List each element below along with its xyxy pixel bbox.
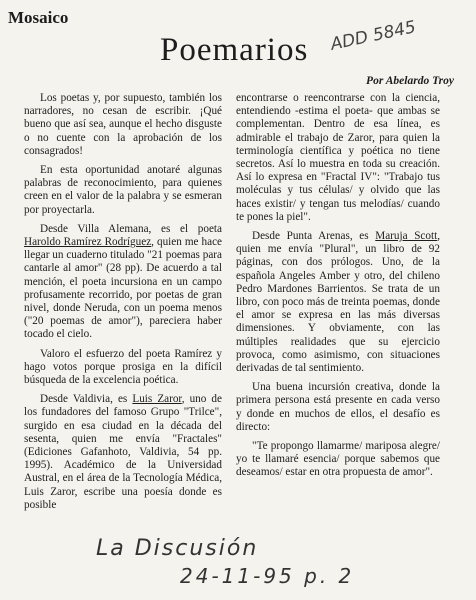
article-column-right (236, 92, 440, 486)
paragraph (236, 230, 440, 375)
text-run: Desde Valdivia, es (40, 393, 133, 406)
text-run: , quien me envía "Plural", un libro de 92 páginas, con dos prólogos. Uno, de la española Angeles Amber y otro, del chileno Pedro Mardones Barrientos. Se trata de un libro, con poco más de treinta poemas, donde el amor se expresa en las más diversas dimensiones. Y obviamente, con las múltiples realidades que su ejercicio provoca, como asimismo, con situaciones derivadas de tal sentimiento. (236, 230, 441, 375)
author-byline: Por Abelardo Troy (366, 75, 454, 87)
underlined-name: Maruja Scott (375, 230, 438, 243)
text-run: Desde Villa Alemana, es el poeta (40, 222, 222, 235)
paragraph: Valoro el esfuerzo del poeta Ramírez y hago votos porque prosiga en la difícil búsqueda de la excelencia poética. (24, 347, 222, 387)
section-label: Mosaico (8, 8, 69, 27)
underlined-name: Haroldo Ramírez Rodríguez (24, 236, 152, 249)
handwritten-reference-note: ADD 5845 (328, 17, 418, 55)
paragraph: "Te propongo llamarme/ mariposa alegre/ yo te llamaré esencia/ porque sabemos que deseamos/ estar en otra propuesta de amor". (236, 440, 440, 479)
handwritten-source: La Discusión (96, 536, 259, 561)
paragraph: Una buena incursión creativa, donde la primera persona está presente en cada verso y donde en muchos de ellos, el desafío es directo: (236, 381, 440, 433)
text-run: , quien me hace llegar un cuaderno titulado "21 poemas para cantarle al amor" (28 pp). De acuerdo a tal mención, el poeta incursiona en un campo profusamente recorrido, por poetas de gran nivel, donde Neruda, con un poema menos ("20 poemas de amor"), pareciera haber tocado el cielo. (24, 236, 223, 341)
paragraph: Los poetas y, por supuesto, también los narradores, no cesan de escribir. ¡Qué bueno que así sea, aunque el hecho disguste o no cuente con la aprobación de los consagrados! (24, 92, 222, 157)
text-run: , uno de los fundadores del famoso Grupo "Trilce", surgido en esa ciudad en la década del sesenta, quien me envía "Fractales" (Ediciones Gafanhoto, Valdivia, 54 pp. 1995). Académico de la Universidad Austral, en el área de la Tecnología Médica, Luis Zaror, escribe una poesía donde es posible (24, 393, 222, 511)
handwritten-date: 24-11-95 p. 2 (180, 564, 355, 588)
paragraph (24, 223, 222, 342)
paragraph: En esta oportunidad anotaré algunas palabras de reconocimiento, para quienes creen en el valor de la palabra y se esmeran por proyectarla. (24, 164, 222, 216)
paragraph (24, 393, 222, 512)
paragraph: encontrarse o reencontrarse con la ciencia, entendiendo -estima el poeta- que ambas se complementan. Dentro de esa línea, es admirable el trabajo de Zaror, para quien la terminología científica y poética no tiene secretos. Así lo muestra en toda su creación. Así lo expresa en "Fractal IV": "Trabajo tus moléculas y tus células/ y olvido que las haces existir/ y tengan tus melodías/ cuando te pones la piel". (236, 92, 440, 223)
text-run: Desde Punta Arenas, es (252, 230, 376, 243)
article-title: Poemarios (160, 32, 309, 68)
article-column-left (24, 92, 222, 518)
underlined-name: Luis Zaror (132, 393, 182, 406)
